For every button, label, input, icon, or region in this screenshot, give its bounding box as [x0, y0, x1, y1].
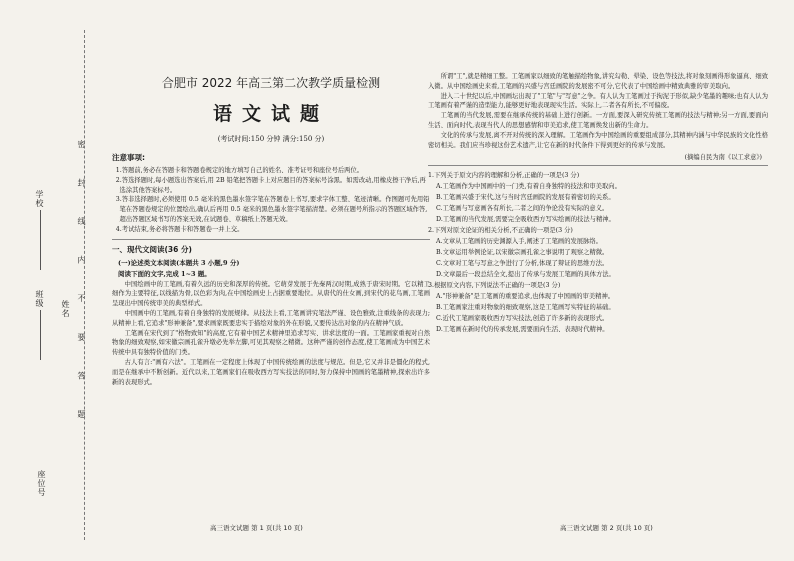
- footer-right-page-number: 高三语文试题 第 2 页(共 10 页): [560, 524, 653, 532]
- note-item: 3.答非选择题时,必须使用 0.5 毫米的黑色墨水签字笔在答题卷上书写,要求字体工整、笔迹清晰。作图题可先用铅笔在答题卷规定的位置绘出,确认后再用 0.5 毫米的黑色墨水签字笔描清楚。必须在题号所指示的答题区域作答,超出答题区域书写的答案无效,在试题卷、草稿纸上答题无效。: [115, 196, 430, 223]
- passage-paragraph: 进入二十世纪以后,中国画坛出现了"工笔"与"写意"之争。有人认为工笔画过于拘泥于形似,缺少笔墨的趣味;也有人认为工笔画有着严谨的造型能力,能够更好地表现现实生活。实际上,二者各有所长,不可偏废。: [428, 92, 768, 110]
- passage-paragraph: 所谓"工",就是精细工整。工笔画家以细致的笔触描绘物象,讲究勾勒、晕染、设色等技法,将对象刻画得形象逼真、细致入微。从中国绘画史来看,工笔画的兴盛与宫廷画院的发展密不可分,它代表了中国绘画中精致典雅的审美取向。: [428, 73, 768, 90]
- note-item: 2.答选择题时,每小题选出答案后,用 2B 铅笔把答题卡上对应题目的答案标号涂黑。如需改动,用橡皮擦干净后,再选涂其他答案标号。: [115, 176, 426, 194]
- divider: [112, 239, 430, 240]
- binding-label-class: 班级: [35, 290, 44, 308]
- footer-left-page-number: 高三语文试题 第 1 页(共 10 页): [210, 524, 303, 532]
- passage-paragraph: 文化的传承与发展,离不开对传统的深入理解。工笔画作为中国绘画的重要组成部分,其精神内涵与中华民族的文化性格密切相关。我们应当珍视这份艺术遗产,让它在新的时代条件下得到更好的传承与发展。: [428, 131, 768, 149]
- question-option: B.工笔画兴盛于宋代,这与当时宫廷画院的发展有着密切的关系。: [436, 194, 615, 202]
- passage-source: (摘编自民为南《以工求意》): [684, 154, 762, 162]
- reading-instruction: 阅读下面的文字,完成 1~3 题。: [118, 269, 211, 278]
- notes-heading: 注意事项:: [112, 153, 145, 162]
- question-option: A."形神兼备"是工笔画的重要追求,也体现了中国画的审美精神。: [436, 293, 615, 301]
- subject-title: 语文试题: [212, 103, 329, 125]
- question-option: D.文章最后一段总结全文,提出了传承与发展工笔画的具体方法。: [436, 271, 615, 279]
- passage-paragraph: 古人有言:"画有六法"。工笔画在一定程度上体现了中国传统绘画的法度与规范。但是,它又并非是僵化的程式,而是在继承中不断创新。近代以来,工笔画家们在吸收西方写实技法的同时,努力保持中国画的笔墨精神,探索出许多新的表现形式。: [112, 358, 430, 386]
- section1-heading: 一、现代文阅读(36 分): [112, 244, 192, 254]
- exam-title: 合肥市 2022 年高三第二次教学质量检测: [161, 76, 381, 90]
- question-stem: 3.根据原文内容,下列说法不正确的一项是(3 分): [428, 282, 561, 290]
- exam-meta: (考试时间:150 分钟 满分:150 分): [217, 135, 325, 143]
- passage-paragraph: 工笔画的当代发展,需要在继承传统的基础上进行创新。一方面,要深入研究传统工笔画的技法与精神;另一方面,要面向生活、面向时代,表现当代人的思想感情和审美追求,使工笔画焕发出新的生命力。: [428, 112, 768, 129]
- binding-label-school: 学校: [35, 190, 44, 208]
- note-item: 1.答题前,务必在答题卡和答题卷规定的地方填写自己的姓名、准考证号和座位号后两位。: [115, 167, 364, 174]
- question-option: B.文章运用举例论证,以宋徽宗画孔雀之事说明了观察之精微。: [436, 249, 609, 257]
- binding-label-name: 姓名: [61, 300, 70, 318]
- question-option: A.工笔画作为中国画中的一门类,有着自身独特的技法和审美取向。: [436, 183, 621, 191]
- page-right: [428, 72, 768, 527]
- question-option: C.文章对工笔与写意之争进行了分析,体现了辩证的思维方法。: [436, 260, 609, 268]
- passage-paragraph: 中国画中的工笔画,有着自身独特的发展规律。从技法上看,工笔画讲究笔法严谨、设色雅致,注重线条的表现力;从精神上看,它追求"形神兼备",要求画家既要忠实于描绘对象的外在形貌,又要传达出对象的内在精神气质。: [112, 309, 430, 327]
- seal-dashed-line: [84, 30, 85, 540]
- question-option: C.近代工笔画家吸收西方写实技法,创造了许多新的表现形式。: [436, 315, 609, 323]
- passage-paragraph: 工笔画在宋代到了"格物致知"的高度,它有着中国艺术精神里追求写实、讲求法度的一面。工笔画家重视对自然物象的细致观察,如宋徽宗画孔雀升墩必先举左脚,可见其观察之精微。这种严谨的创作态度,使工笔画成为中国艺术传统中具有独特价值的门类。: [112, 329, 430, 357]
- divider: [428, 165, 768, 166]
- school-line: [40, 210, 41, 270]
- binding-margin: [0, 0, 100, 561]
- question-stem: 1.下列关于原文内容的理解和分析,正确的一项是(3 分): [428, 172, 580, 180]
- section1-sub1: (一)论述类文本阅读(本题共 3 小题,9 分): [118, 258, 240, 267]
- question-option: C.工笔画与写意画各有所长,二者之间的争论没有实际的意义。: [436, 205, 609, 213]
- question-option: B.工笔画家注重对物象的细致观察,这是工笔画写实特征的基础。: [436, 304, 615, 312]
- page-left: [112, 60, 430, 515]
- question-option: D.工笔画的当代发展,需要完全吸收西方写实绘画的技法与精神。: [436, 216, 615, 224]
- question-option: D.工笔画在新时代的传承发展,需要面向生活、表现时代精神。: [436, 326, 609, 334]
- class-line: [40, 310, 41, 360]
- binding-label-seat: 座位号: [37, 470, 46, 497]
- question-option: A.文章从工笔画的历史渊源入手,阐述了工笔画的发展脉络。: [436, 238, 602, 246]
- note-item: 4.考试结束,务必将答题卡和答题卷一并上交。: [115, 225, 244, 233]
- passage-paragraph: 中国绘画中的工笔画,有着久远的历史和深厚的传统。它萌芽发展于先秦两汉时期,成熟于唐宋时期。它以精工细作为主要特征,以线描为骨,以色彩为肉,在中国绘画史上占据重要地位。从唐代的仕女画,到宋代的花鸟画,工笔画呈现出中国传统审美的典型样式。: [112, 280, 430, 308]
- question-stem: 2.下列对原文论证的相关分析,不正确的一项是(3 分): [428, 227, 573, 235]
- seal-line-text: 密 封 线 内 不 要 答 题: [77, 140, 86, 432]
